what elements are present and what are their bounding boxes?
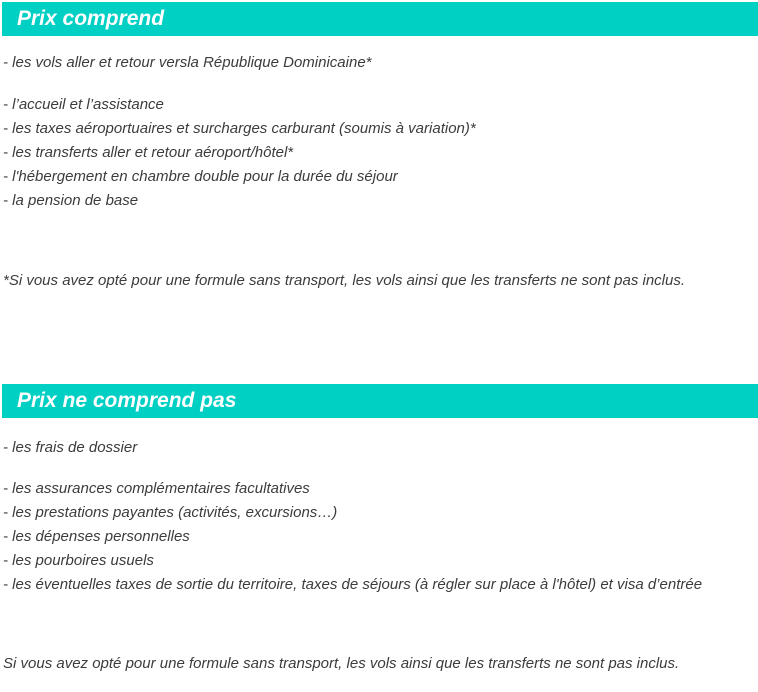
section-body-price-excludes	[0, 418, 758, 676]
list-item: - les taxes aéroportuaires et surcharges carburant (soumis à variation)*	[3, 120, 476, 137]
list-item: - la pension de base	[3, 192, 139, 209]
items-group	[3, 477, 758, 597]
list-item: - l’accueil et l’assistance	[3, 96, 164, 113]
section-title-price-includes: Prix comprend	[17, 7, 165, 30]
list-item: - les dépenses personnelles	[3, 528, 190, 545]
transport-disclaimer-note: *Si vous avez opté pour une formule sans transport, les vols ainsi que les transferts ne sont pas inclus.	[3, 272, 686, 289]
list-item: - les vols aller et retour versla République Dominicaine*	[3, 54, 372, 71]
list-item: - les transferts aller et retour aéroport/hôtel*	[3, 144, 294, 161]
section-header-price-excludes	[2, 384, 758, 418]
list-item: - les pourboires usuels	[3, 552, 154, 569]
section-title-price-excludes: Prix ne comprend pas	[17, 389, 237, 412]
list-item: - les éventuelles taxes de sortie du territoire, taxes de séjours (à régler sur place à l'hôtel) et visa d’entrée	[3, 576, 703, 593]
section-body-price-includes	[0, 36, 758, 293]
items-group	[3, 93, 758, 213]
list-item: - les frais de dossier	[3, 439, 138, 456]
list-item: - les prestations payantes (activités, excursions…)	[3, 504, 338, 521]
list-item: - les assurances complémentaires facultatives	[3, 480, 310, 497]
section-header-price-includes	[2, 2, 758, 36]
list-item: - l'hébergement en chambre double pour la durée du séjour	[3, 168, 398, 185]
transport-disclaimer-note: Si vous avez opté pour une formule sans transport, les vols ainsi que les transferts ne sont pas inclus.	[3, 655, 680, 672]
